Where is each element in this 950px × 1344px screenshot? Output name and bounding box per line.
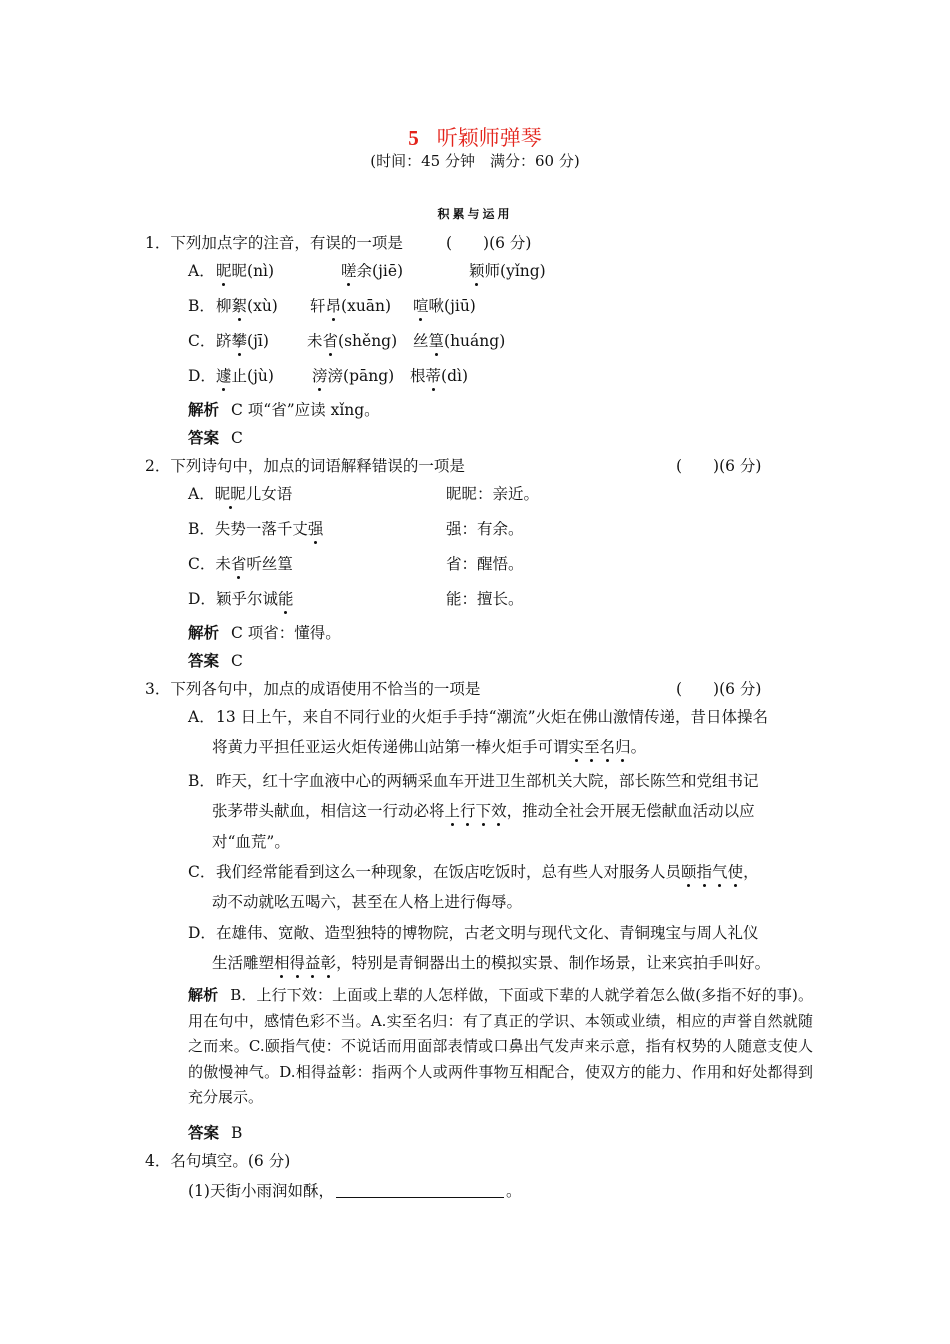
answer-text: C bbox=[231, 429, 243, 447]
emphasized-char: 昂 bbox=[326, 294, 342, 316]
emphasized-word: 强 bbox=[308, 517, 324, 539]
emphasized-char: 使 bbox=[728, 860, 744, 882]
word-rest: (jī) bbox=[247, 332, 269, 350]
emphasized-idiom bbox=[445, 802, 507, 820]
section-heading: 积累与运用 bbox=[437, 207, 513, 221]
word-rest: (xù) bbox=[247, 297, 278, 315]
item-text: (1)天街小雨润如酥， bbox=[188, 1182, 334, 1200]
word-pre: 丝 bbox=[413, 332, 429, 350]
text-pre: 我们经常能看到这么一种现象，在饭店吃饭时，总有些人对服务人员 bbox=[216, 863, 682, 881]
q1-option-c bbox=[188, 329, 215, 351]
option-letter: A． bbox=[188, 485, 215, 503]
word-pre: 轩 bbox=[310, 297, 326, 315]
q3-option-d-letter: D． bbox=[188, 924, 216, 942]
word-pre: 跻 bbox=[216, 332, 232, 350]
q1-a-word2 bbox=[341, 259, 403, 281]
emphasized-char: 气 bbox=[712, 860, 728, 882]
emphasized-word: 昵昵 bbox=[215, 482, 246, 504]
text-post: ，推动全社会开展无偿献血活动以应 bbox=[506, 802, 755, 820]
analysis-text: B．上行下效：上面或上辈的人怎样做，下面或下辈的人就学着怎么做(多指不好的事)。用在句中，感情色彩不当。A.实至名归：有了真正的学识、本领或业绩，相应的声誉自然就随之而来。C.颐指气使：不说话而用面部表情或口鼻出气发声来示意，指有权势的人随意支使人的傲慢神气。D.相得益彰：指两个人或两件事物互相配合，使双方的能力、作用和好处都得到充分展示。 bbox=[188, 986, 813, 1106]
q1-d-word3 bbox=[410, 364, 468, 386]
word-rest: 师(yǐng) bbox=[484, 262, 546, 280]
word-rest: 啾(jiū) bbox=[428, 297, 476, 315]
q1-analysis bbox=[188, 398, 380, 420]
word-rest: (shěng) bbox=[338, 332, 398, 350]
q2-c-gloss: 省：醒悟。 bbox=[446, 555, 524, 573]
q1-stem bbox=[145, 231, 403, 253]
emphasized-char: 指 bbox=[697, 860, 713, 882]
q2-d-gloss: 能：擅长。 bbox=[446, 590, 524, 608]
time-and-score: (时间：45 分钟 满分：60 分) bbox=[370, 152, 580, 170]
q1-a-word3 bbox=[469, 259, 546, 281]
emphasized-char: 彰 bbox=[321, 951, 337, 973]
q3-option-b-line2 bbox=[212, 799, 755, 821]
q2-option-a bbox=[188, 482, 292, 504]
emphasized-char: 上 bbox=[445, 799, 461, 821]
word-pre: 根 bbox=[410, 367, 426, 385]
q3-option-d-line1: 在雄伟、宽敞、造型独特的博物院，古老文明与现代文化、青铜瑰宝与周人礼仪 bbox=[216, 924, 759, 942]
emphasized-idiom bbox=[569, 738, 631, 756]
q2-stem: 2．下列诗句中，加点的词语解释错误的一项是 bbox=[145, 457, 465, 475]
q2-analysis bbox=[188, 621, 341, 643]
emphasized-char: 效 bbox=[491, 799, 507, 821]
emphasized-char: 絮 bbox=[232, 294, 248, 316]
emphasized-char: 下 bbox=[476, 799, 492, 821]
q2-option-c bbox=[188, 552, 293, 574]
option-pre: 失势一落千丈 bbox=[214, 520, 308, 538]
word-rest: (huáng) bbox=[444, 332, 506, 350]
q1-c-word1 bbox=[216, 329, 269, 351]
q1-answer bbox=[188, 426, 243, 448]
emphasized-char: 颐 bbox=[681, 860, 697, 882]
q2-b-gloss: 强：有余。 bbox=[446, 520, 524, 538]
q1-option-b bbox=[188, 294, 215, 316]
word-pre: 柳 bbox=[216, 297, 232, 315]
word-rest: (xuān) bbox=[341, 297, 392, 315]
analysis-text: C 项“省”应读 xǐng。 bbox=[231, 401, 380, 419]
q3-answer bbox=[188, 1121, 242, 1143]
q3-option-b-line3: 对“血荒”。 bbox=[212, 833, 290, 851]
emphasized-char: 嗟 bbox=[341, 259, 357, 281]
q3-analysis bbox=[188, 983, 813, 1111]
q2-option-d bbox=[188, 587, 293, 609]
text-pre: 张茅带头献血，相信这一行动必将 bbox=[212, 802, 445, 820]
emphasized-char: 归 bbox=[615, 735, 631, 757]
option-post: 听丝篁 bbox=[246, 555, 293, 573]
q2-score: ( )(6 分) bbox=[676, 457, 762, 475]
emphasized-word: 能 bbox=[278, 587, 294, 609]
q2-a-gloss: 昵昵：亲近。 bbox=[446, 485, 540, 503]
q1-d-word1 bbox=[216, 364, 274, 386]
emphasized-char: 滂 bbox=[312, 364, 328, 386]
option-post: 儿女语 bbox=[245, 485, 293, 503]
emphasized-char: 蒂 bbox=[426, 364, 442, 386]
emphasized-char: 遽 bbox=[216, 364, 232, 386]
text-pre: 生活雕塑 bbox=[212, 954, 275, 972]
q1-score: ( )(6 分) bbox=[446, 234, 532, 252]
q1-c-word3 bbox=[413, 329, 505, 351]
emphasized-char: 至 bbox=[584, 735, 600, 757]
emphasized-char: 相 bbox=[274, 951, 290, 973]
analysis-label: 解析 bbox=[188, 986, 219, 1004]
answer-text: C bbox=[231, 652, 243, 670]
emphasized-char: 喧 bbox=[413, 294, 429, 316]
emphasized-char: 省 bbox=[323, 329, 339, 351]
word-rest: 滂(pāng) bbox=[327, 367, 395, 385]
q1-option-d bbox=[188, 364, 216, 386]
emphasized-char: 得 bbox=[290, 951, 306, 973]
lesson-number: 5 bbox=[408, 126, 419, 150]
q4-item1 bbox=[188, 1179, 521, 1201]
q3-score: ( )(6 分) bbox=[676, 680, 762, 698]
answer-text: B bbox=[231, 1124, 243, 1142]
option-pre: 未 bbox=[215, 555, 231, 573]
q3-option-c-letter: C． bbox=[188, 863, 216, 881]
q3-option-a-line2 bbox=[212, 735, 646, 757]
q1-option-a bbox=[188, 259, 215, 281]
q1-b-word3 bbox=[413, 294, 476, 316]
word-rest: 余(jiē) bbox=[356, 262, 404, 280]
text-post: ， bbox=[743, 863, 759, 881]
q3-option-a-letter: A． bbox=[188, 708, 215, 726]
option-letter: D． bbox=[188, 590, 216, 608]
q3-option-b-line1: 昨天，红十字血液中心的两辆采血车开进卫生部机关大院，部长陈竺和党组书记 bbox=[216, 772, 759, 790]
option-letter: B． bbox=[188, 520, 215, 538]
emphasized-char: 昵 bbox=[216, 259, 232, 281]
q3-stem: 3．下列各句中，加点的成语使用不恰当的一项是 bbox=[145, 680, 481, 698]
analysis-label: 解析 bbox=[188, 400, 220, 419]
text-post: ，特别是青铜器出土的模拟实景、制作场景，让来宾拍手叫好。 bbox=[336, 954, 771, 972]
item-punct: 。 bbox=[505, 1182, 522, 1200]
q3-option-d-line2 bbox=[212, 951, 770, 973]
option-letter: C． bbox=[188, 555, 216, 573]
q1-a-word1 bbox=[216, 259, 274, 281]
lesson-title-text: 听颖师弹琴 bbox=[436, 126, 542, 150]
emphasized-idiom bbox=[681, 863, 743, 881]
fill-in-blank[interactable] bbox=[336, 1183, 504, 1198]
q3-option-b-letter: B． bbox=[188, 772, 215, 790]
emphasized-char: 益 bbox=[305, 951, 321, 973]
q4-stem: 4．名句填空。(6 分) bbox=[145, 1152, 291, 1170]
option-letter: B． bbox=[188, 297, 215, 315]
q1-c-word2 bbox=[307, 329, 397, 351]
text-pre: 将黄力平担任亚运火炬传递佛山站第一棒火炬手可谓 bbox=[212, 738, 569, 756]
q1-b-word1 bbox=[216, 294, 278, 316]
answer-label: 答案 bbox=[188, 1123, 220, 1142]
q2-option-b bbox=[188, 517, 323, 539]
q3-option-a-line1: 13 日上午，来自不同行业的火炬手手持“潮流”火炬在佛山激情传递，昔日体操名 bbox=[216, 708, 769, 726]
emphasized-char: 攀 bbox=[232, 329, 248, 351]
q3-option-c-line2: 动不动就吆五喝六，甚至在人格上进行侮辱。 bbox=[212, 893, 523, 911]
option-letter: A． bbox=[188, 262, 215, 280]
q3-option-c-line1 bbox=[216, 860, 759, 882]
option-letter: D． bbox=[188, 367, 216, 385]
option-pre: 颖乎尔诚 bbox=[215, 590, 278, 608]
lesson-title bbox=[0, 122, 950, 152]
option-letter: C． bbox=[188, 332, 216, 350]
answer-label: 答案 bbox=[188, 651, 220, 670]
emphasized-idiom bbox=[274, 954, 336, 972]
q1-d-word2 bbox=[312, 364, 394, 386]
emphasized-char: 颖 bbox=[469, 259, 485, 281]
emphasized-char: 行 bbox=[460, 799, 476, 821]
word-rest: (dì) bbox=[441, 367, 469, 385]
analysis-label: 解析 bbox=[188, 623, 220, 642]
word-rest: 止(jù) bbox=[231, 367, 274, 385]
emphasized-char: 名 bbox=[600, 735, 616, 757]
word-pre: 未 bbox=[307, 332, 323, 350]
emphasized-char: 实 bbox=[569, 735, 585, 757]
emphasized-word: 省 bbox=[231, 552, 247, 574]
word-rest: 昵(nì) bbox=[231, 262, 275, 280]
emphasized-char: 篁 bbox=[429, 329, 445, 351]
answer-label: 答案 bbox=[188, 428, 220, 447]
q2-answer bbox=[188, 649, 243, 671]
analysis-text: C 项省：懂得。 bbox=[231, 624, 341, 642]
q1-b-word2 bbox=[310, 294, 391, 316]
q1-stem-text: 1．下列加点字的注音，有误的一项是 bbox=[145, 234, 403, 252]
text-post: 。 bbox=[630, 738, 647, 756]
